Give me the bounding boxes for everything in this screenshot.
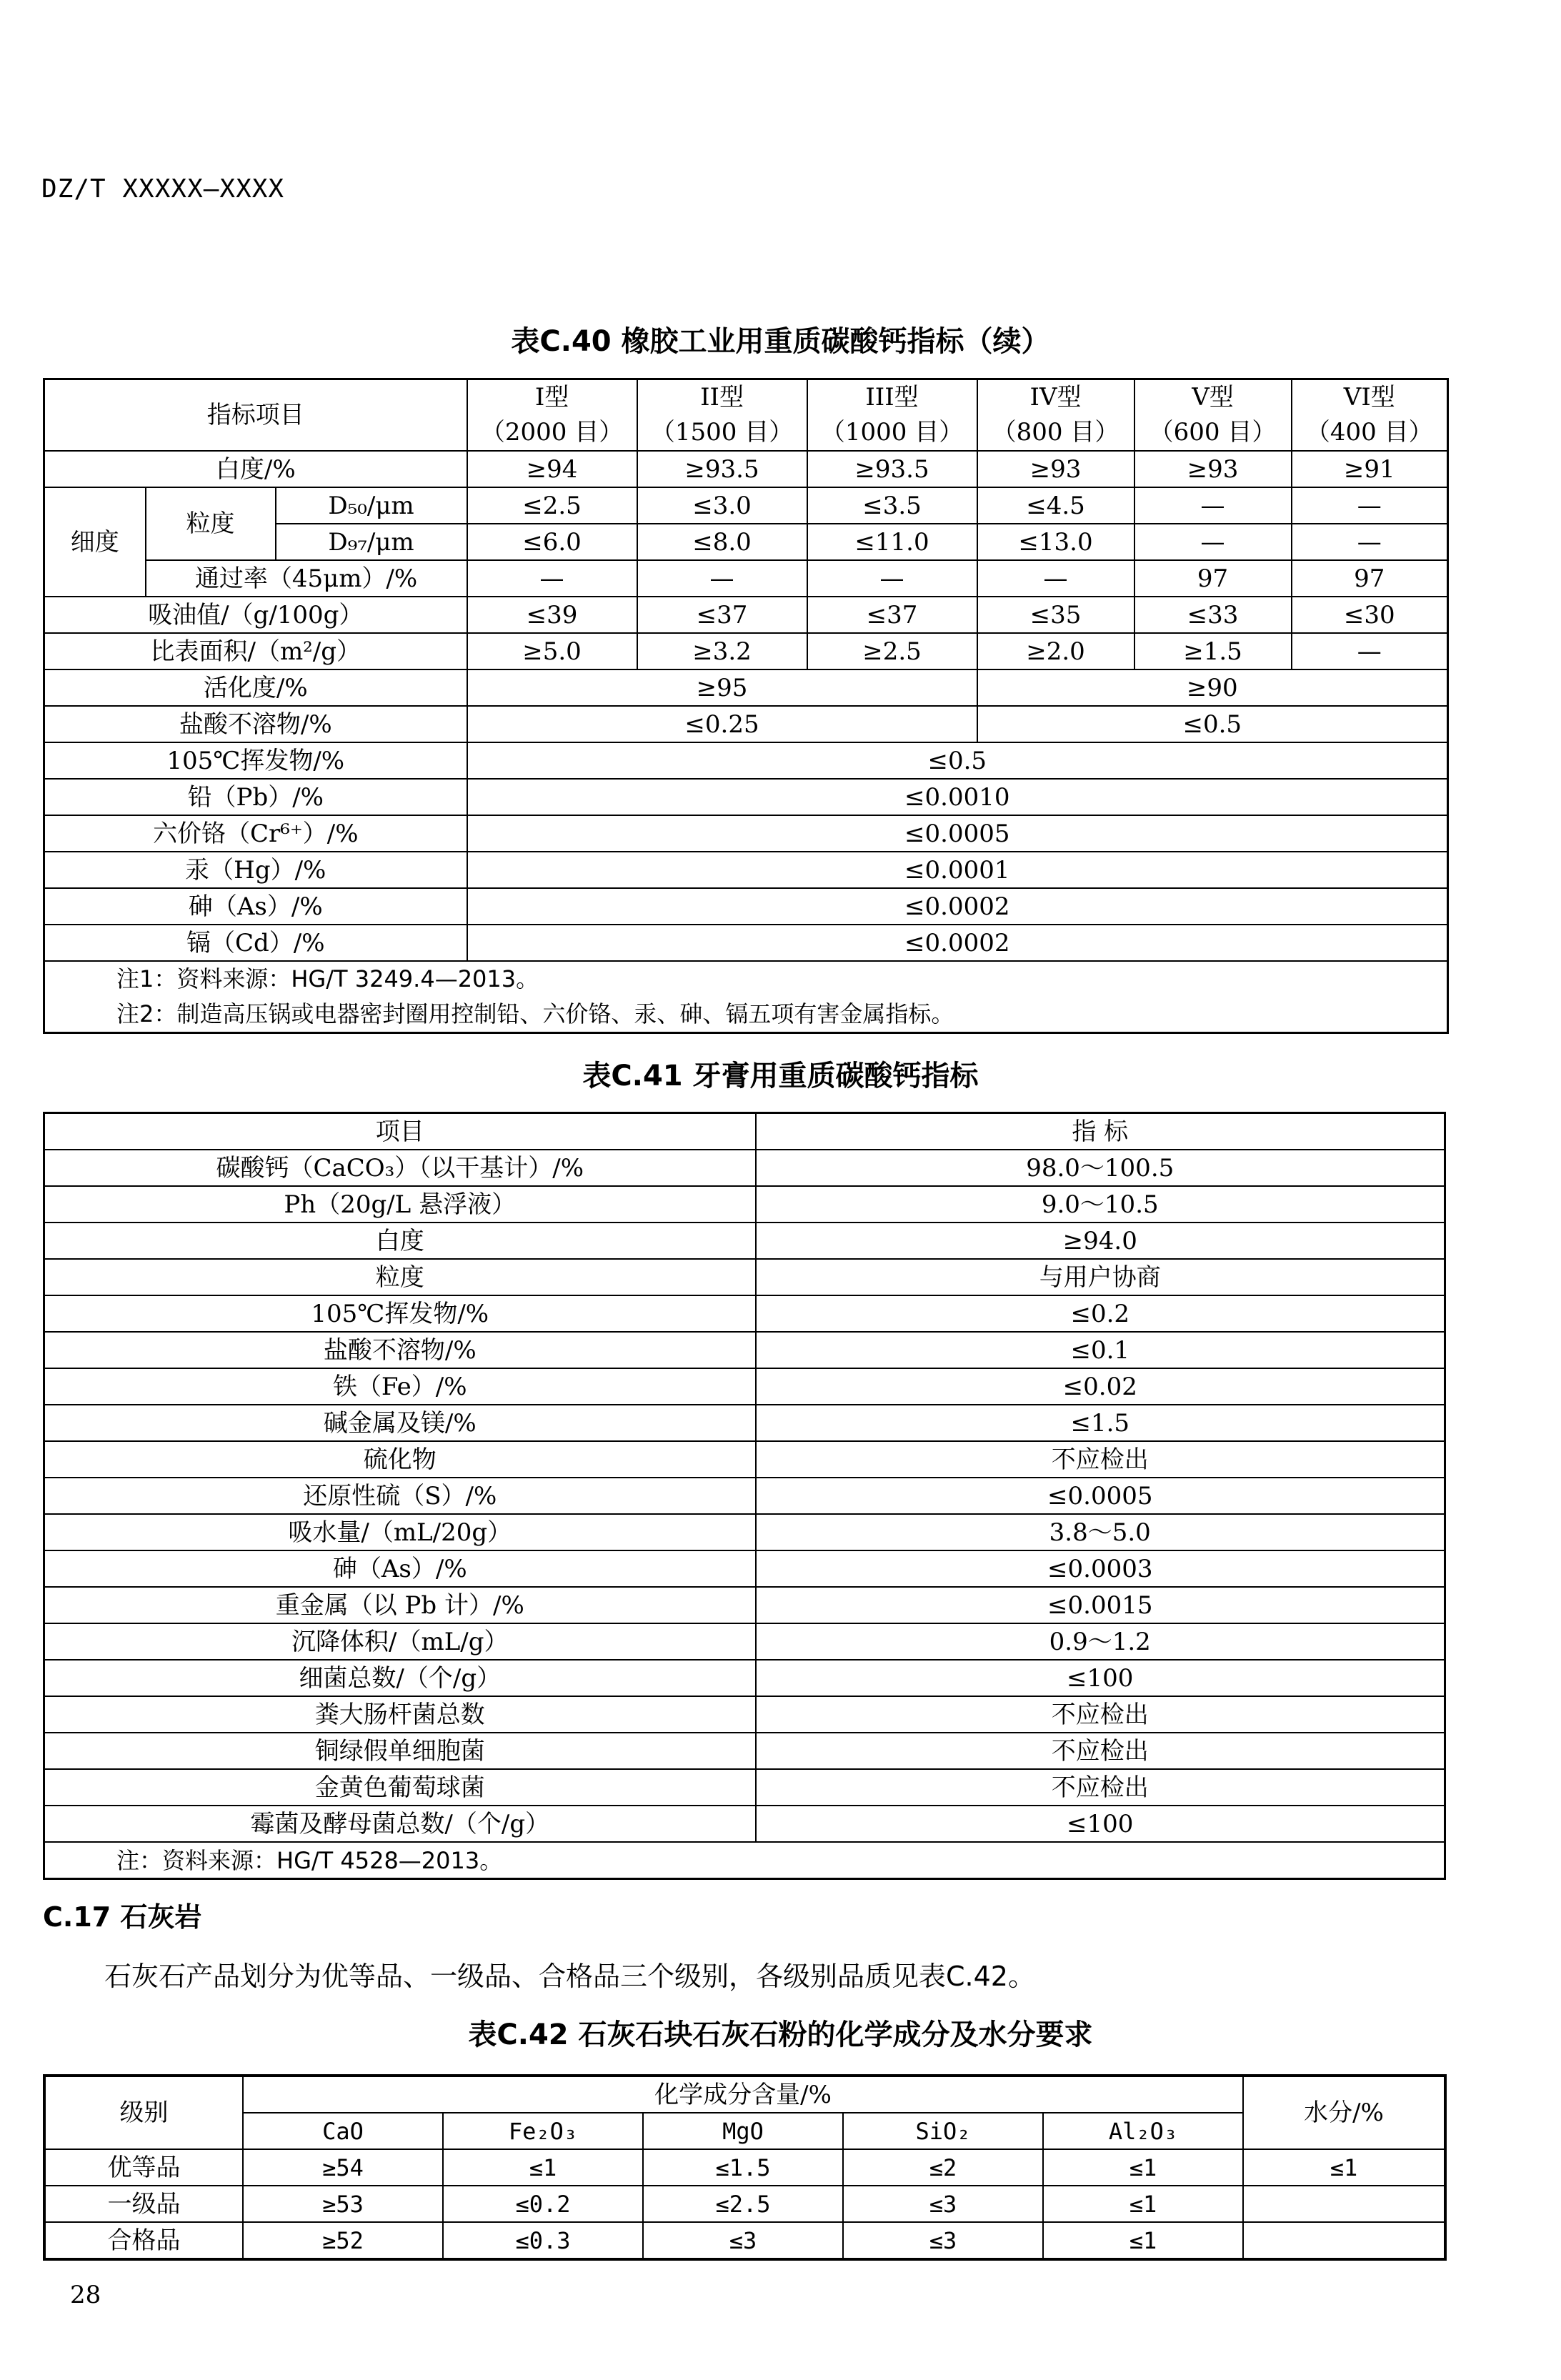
table-c40-type-4: IV型 （800 目） [977,379,1134,452]
table-c42-value: ≥54 [243,2149,443,2186]
table-c42-value: ≤3 [643,2222,843,2259]
mercury-label: 汞（Hg）/% [44,852,467,888]
table-c41-value: ≤0.0005 [756,1478,1445,1514]
table-cell: ≥91 [1292,451,1448,487]
table-cell: ≥93.5 [637,451,807,487]
table-c42-value: ≤1.5 [643,2149,843,2186]
table-c41-item: 霉菌及酵母菌总数/（个/g） [44,1806,756,1842]
document-header: DZ/T XXXXX—XXXX [41,174,285,204]
table-c41-item: 碱金属及镁/% [44,1405,756,1441]
table-cell: — [1292,633,1448,669]
table-row [44,1550,1445,1587]
table-cell: — [1292,487,1448,524]
lead-label: 铅（Pb）/% [44,779,467,815]
surface-area-label: 比表面积/（m²/g） [44,633,467,669]
whiteness-label: 白度/% [44,451,467,487]
table-row [44,1223,1445,1259]
table-cell: ≤37 [637,597,807,633]
table-c42-value: ≤3 [843,2186,1043,2222]
table-row [44,2222,1445,2259]
table-c40-caption: 表C.40 橡胶工业用重质碳酸钙指标（续） [511,325,1050,358]
table-c41-value: ≤0.02 [756,1368,1445,1405]
table-cell: — [467,560,637,597]
table-c41-value: ≤0.0015 [756,1587,1445,1623]
table-c41-item: 105℃挥发物/% [44,1295,756,1332]
table-cell: ≤0.0001 [467,852,1448,888]
table-cell: ≥5.0 [467,633,637,669]
table-cell: 97 [1134,560,1292,597]
table-cell: ≥93 [1134,451,1292,487]
table-c41-item: 重金属（以 Pb 计）/% [44,1587,756,1623]
table-cell: — [1134,524,1292,560]
table-cell: ≤0.0010 [467,779,1448,815]
table-c42-grade: 合格品 [44,2222,243,2259]
table-c40-type-5: V型 （600 目） [1134,379,1292,452]
table-cell: ≤0.5 [467,742,1448,779]
table-row [44,1587,1445,1623]
table-c41-value: 不应检出 [756,1441,1445,1478]
volatiles-label: 105℃挥发物/% [44,742,467,779]
table-c42-water: ≤1 [1243,2149,1445,2186]
table-row [44,1696,1445,1733]
table-c41-item: 细菌总数/（个/g） [44,1660,756,1696]
d50-label: D₅₀/μm [276,487,467,524]
granularity-label: 粒度 [146,487,276,560]
table-c42-value: ≤1 [1043,2222,1243,2259]
pass-rate-label: 通过率（45μm）/% [146,560,467,597]
table-c41-head-item: 项目 [44,1113,756,1150]
table-c41-value: 0.9～1.2 [756,1623,1445,1660]
table-row [44,1295,1445,1332]
component-sio2: SiO₂ [843,2113,1043,2149]
table-cell: ≤33 [1134,597,1292,633]
table-row [44,1623,1445,1660]
component-fe2o3: Fe₂O₃ [443,2113,643,2149]
table-c41-value: ≤0.0003 [756,1550,1445,1587]
table-c40-head-label: 指标项目 [44,379,467,452]
table-c41-item: 粒度 [44,1259,756,1295]
table-c41-item: Ph（20g/L 悬浮液） [44,1186,756,1223]
table-c41-value: 9.0～10.5 [756,1186,1445,1223]
table-c41-value: ≤100 [756,1806,1445,1842]
table-cell: ≤6.0 [467,524,637,560]
section-paragraph: 石灰石产品划分为优等品、一级品、合格品三个级别，各级别品质见表C.42。 [104,1961,1035,1992]
table-c41-item: 还原性硫（S）/% [44,1478,756,1514]
activation-label: 活化度/% [44,669,467,706]
table-c40-type-3: III型 （1000 目） [807,379,977,452]
table-row [44,1150,1445,1186]
table-cell: ≥3.2 [637,633,807,669]
table-cell: — [807,560,977,597]
table-c42-value: ≥52 [243,2222,443,2259]
table-cell: ≥2.0 [977,633,1134,669]
cadmium-label: 镉（Cd）/% [44,925,467,961]
table-c42-value: ≤0.2 [443,2186,643,2222]
table-cell: ≤0.25 [467,706,977,742]
table-row [44,1405,1445,1441]
table-c41-item: 砷（As）/% [44,1550,756,1587]
table-c40-type-1: I型 （2000 目） [467,379,637,452]
table-c41-value: ≤0.2 [756,1295,1445,1332]
table-c41-item: 吸水量/（mL/20g） [44,1514,756,1550]
table-c41-item: 碳酸钙（CaCO₃）（以干基计）/% [44,1150,756,1186]
table-c41-value: ≤100 [756,1660,1445,1696]
table-c42-water [1243,2186,1445,2222]
table-cell: — [1134,487,1292,524]
table-cell: ≥1.5 [1134,633,1292,669]
table-c41-value: 与用户协商 [756,1259,1445,1295]
table-row [44,2186,1445,2222]
table-row [44,1806,1445,1842]
page-number: 28 [70,2281,101,2309]
table-c42-value: ≤1 [1043,2186,1243,2222]
table-c42-grade: 优等品 [44,2149,243,2186]
table-cell: ≤30 [1292,597,1448,633]
hcl-insoluble-label: 盐酸不溶物/% [44,706,467,742]
table-c41-item: 沉降体积/（mL/g） [44,1623,756,1660]
table-cell: ≤8.0 [637,524,807,560]
table-c42-grade: 一级品 [44,2186,243,2222]
table-cell: ≥93.5 [807,451,977,487]
section-heading: C.17 石灰岩 [43,1901,202,1933]
component-mgo: MgO [643,2113,843,2149]
table-cell: ≥90 [977,669,1448,706]
table-cell: ≤35 [977,597,1134,633]
table-c41-item: 铜绿假单细胞菌 [44,1733,756,1769]
table-c41-head-value: 指 标 [756,1113,1445,1150]
table-cell: ≥93 [977,451,1134,487]
arsenic-label: 砷（As）/% [44,888,467,925]
table-c42-value: ≤2 [843,2149,1043,2186]
table-c41-item: 硫化物 [44,1441,756,1478]
table-cell: — [637,560,807,597]
table-c40-type-6: VI型 （400 目） [1292,379,1448,452]
table-c42-value: ≥53 [243,2186,443,2222]
table-c42-value: ≤3 [843,2222,1043,2259]
table-c41-item: 粪大肠杆菌总数 [44,1696,756,1733]
table-cell: ≤2.5 [467,487,637,524]
table-row [44,1660,1445,1696]
table-c41-value: 不应检出 [756,1769,1445,1806]
table-c42 [43,2074,1447,2261]
table-row [44,2149,1445,2186]
table-c41-item: 盐酸不溶物/% [44,1332,756,1368]
table-c41-value: ≤0.1 [756,1332,1445,1368]
table-c42-value: ≤0.3 [443,2222,643,2259]
table-cell: ≤37 [807,597,977,633]
table-c40-notes [44,961,1448,1033]
component-cao: CaO [243,2113,443,2149]
table-cell: ≤3.0 [637,487,807,524]
table-c42-grade-label: 级别 [44,2076,243,2149]
table-row [44,1733,1445,1769]
table-cell: ≤0.5 [977,706,1448,742]
table-cell: ≤11.0 [807,524,977,560]
table-c41-item: 铁（Fe）/% [44,1368,756,1405]
table-c41-item: 金黄色葡萄球菌 [44,1769,756,1806]
table-cell: — [1292,524,1448,560]
oil-absorption-label: 吸油值/（g/100g） [44,597,467,633]
table-c40 [43,378,1449,1034]
table-c41-note: 注：资料来源：HG/T 4528—2013。 [44,1842,1445,1879]
table-row [44,1186,1445,1223]
table-cell: ≤39 [467,597,637,633]
table-cell: ≤4.5 [977,487,1134,524]
table-row [44,1332,1445,1368]
table-c42-value: ≤1 [1043,2149,1243,2186]
table-c42-water-label: 水分/% [1243,2076,1445,2149]
table-c42-caption: 表C.42 石灰石块石灰石粉的化学成分及水分要求 [468,2018,1093,2051]
fineness-label: 细度 [44,487,146,597]
table-c41-item: 白度 [44,1223,756,1259]
chromium-label: 六价铬（Cr⁶⁺）/% [44,815,467,852]
table-cell: ≤3.5 [807,487,977,524]
table-cell: ≥95 [467,669,977,706]
table-cell: ≥94 [467,451,637,487]
table-c40-note-2: 注2：制造高压锅或电器密封圈用控制铅、六价铬、汞、砷、镉五项有害金属指标。 [116,1000,954,1027]
table-c41-caption: 表C.41 牙膏用重质碳酸钙指标 [582,1060,979,1092]
table-c41 [43,1112,1446,1880]
table-c41-value: 不应检出 [756,1733,1445,1769]
table-row [44,1368,1445,1405]
table-c40-note-1: 注1：资料来源：HG/T 3249.4—2013。 [116,965,539,992]
d97-label: D₉₇/μm [276,524,467,560]
table-cell: ≤0.0005 [467,815,1448,852]
table-c41-value: 3.8～5.0 [756,1514,1445,1550]
table-c40-type-2: II型 （1500 目） [637,379,807,452]
table-cell: ≤13.0 [977,524,1134,560]
table-cell: — [977,560,1134,597]
table-row [44,1478,1445,1514]
table-row [44,1259,1445,1295]
table-cell: 97 [1292,560,1448,597]
table-row [44,1514,1445,1550]
table-c42-water [1243,2222,1445,2259]
table-row [44,1769,1445,1806]
table-cell: ≥2.5 [807,633,977,669]
table-cell: ≤0.0002 [467,888,1448,925]
table-c41-value: 98.0～100.5 [756,1150,1445,1186]
table-c42-chem-label: 化学成分含量/% [243,2076,1243,2113]
table-row [44,1441,1445,1478]
table-c42-value: ≤2.5 [643,2186,843,2222]
table-cell: ≤0.0002 [467,925,1448,961]
table-c41-value: 不应检出 [756,1696,1445,1733]
component-al2o3: Al₂O₃ [1043,2113,1243,2149]
table-c42-value: ≤1 [443,2149,643,2186]
table-c41-value: ≥94.0 [756,1223,1445,1259]
table-c41-value: ≤1.5 [756,1405,1445,1441]
